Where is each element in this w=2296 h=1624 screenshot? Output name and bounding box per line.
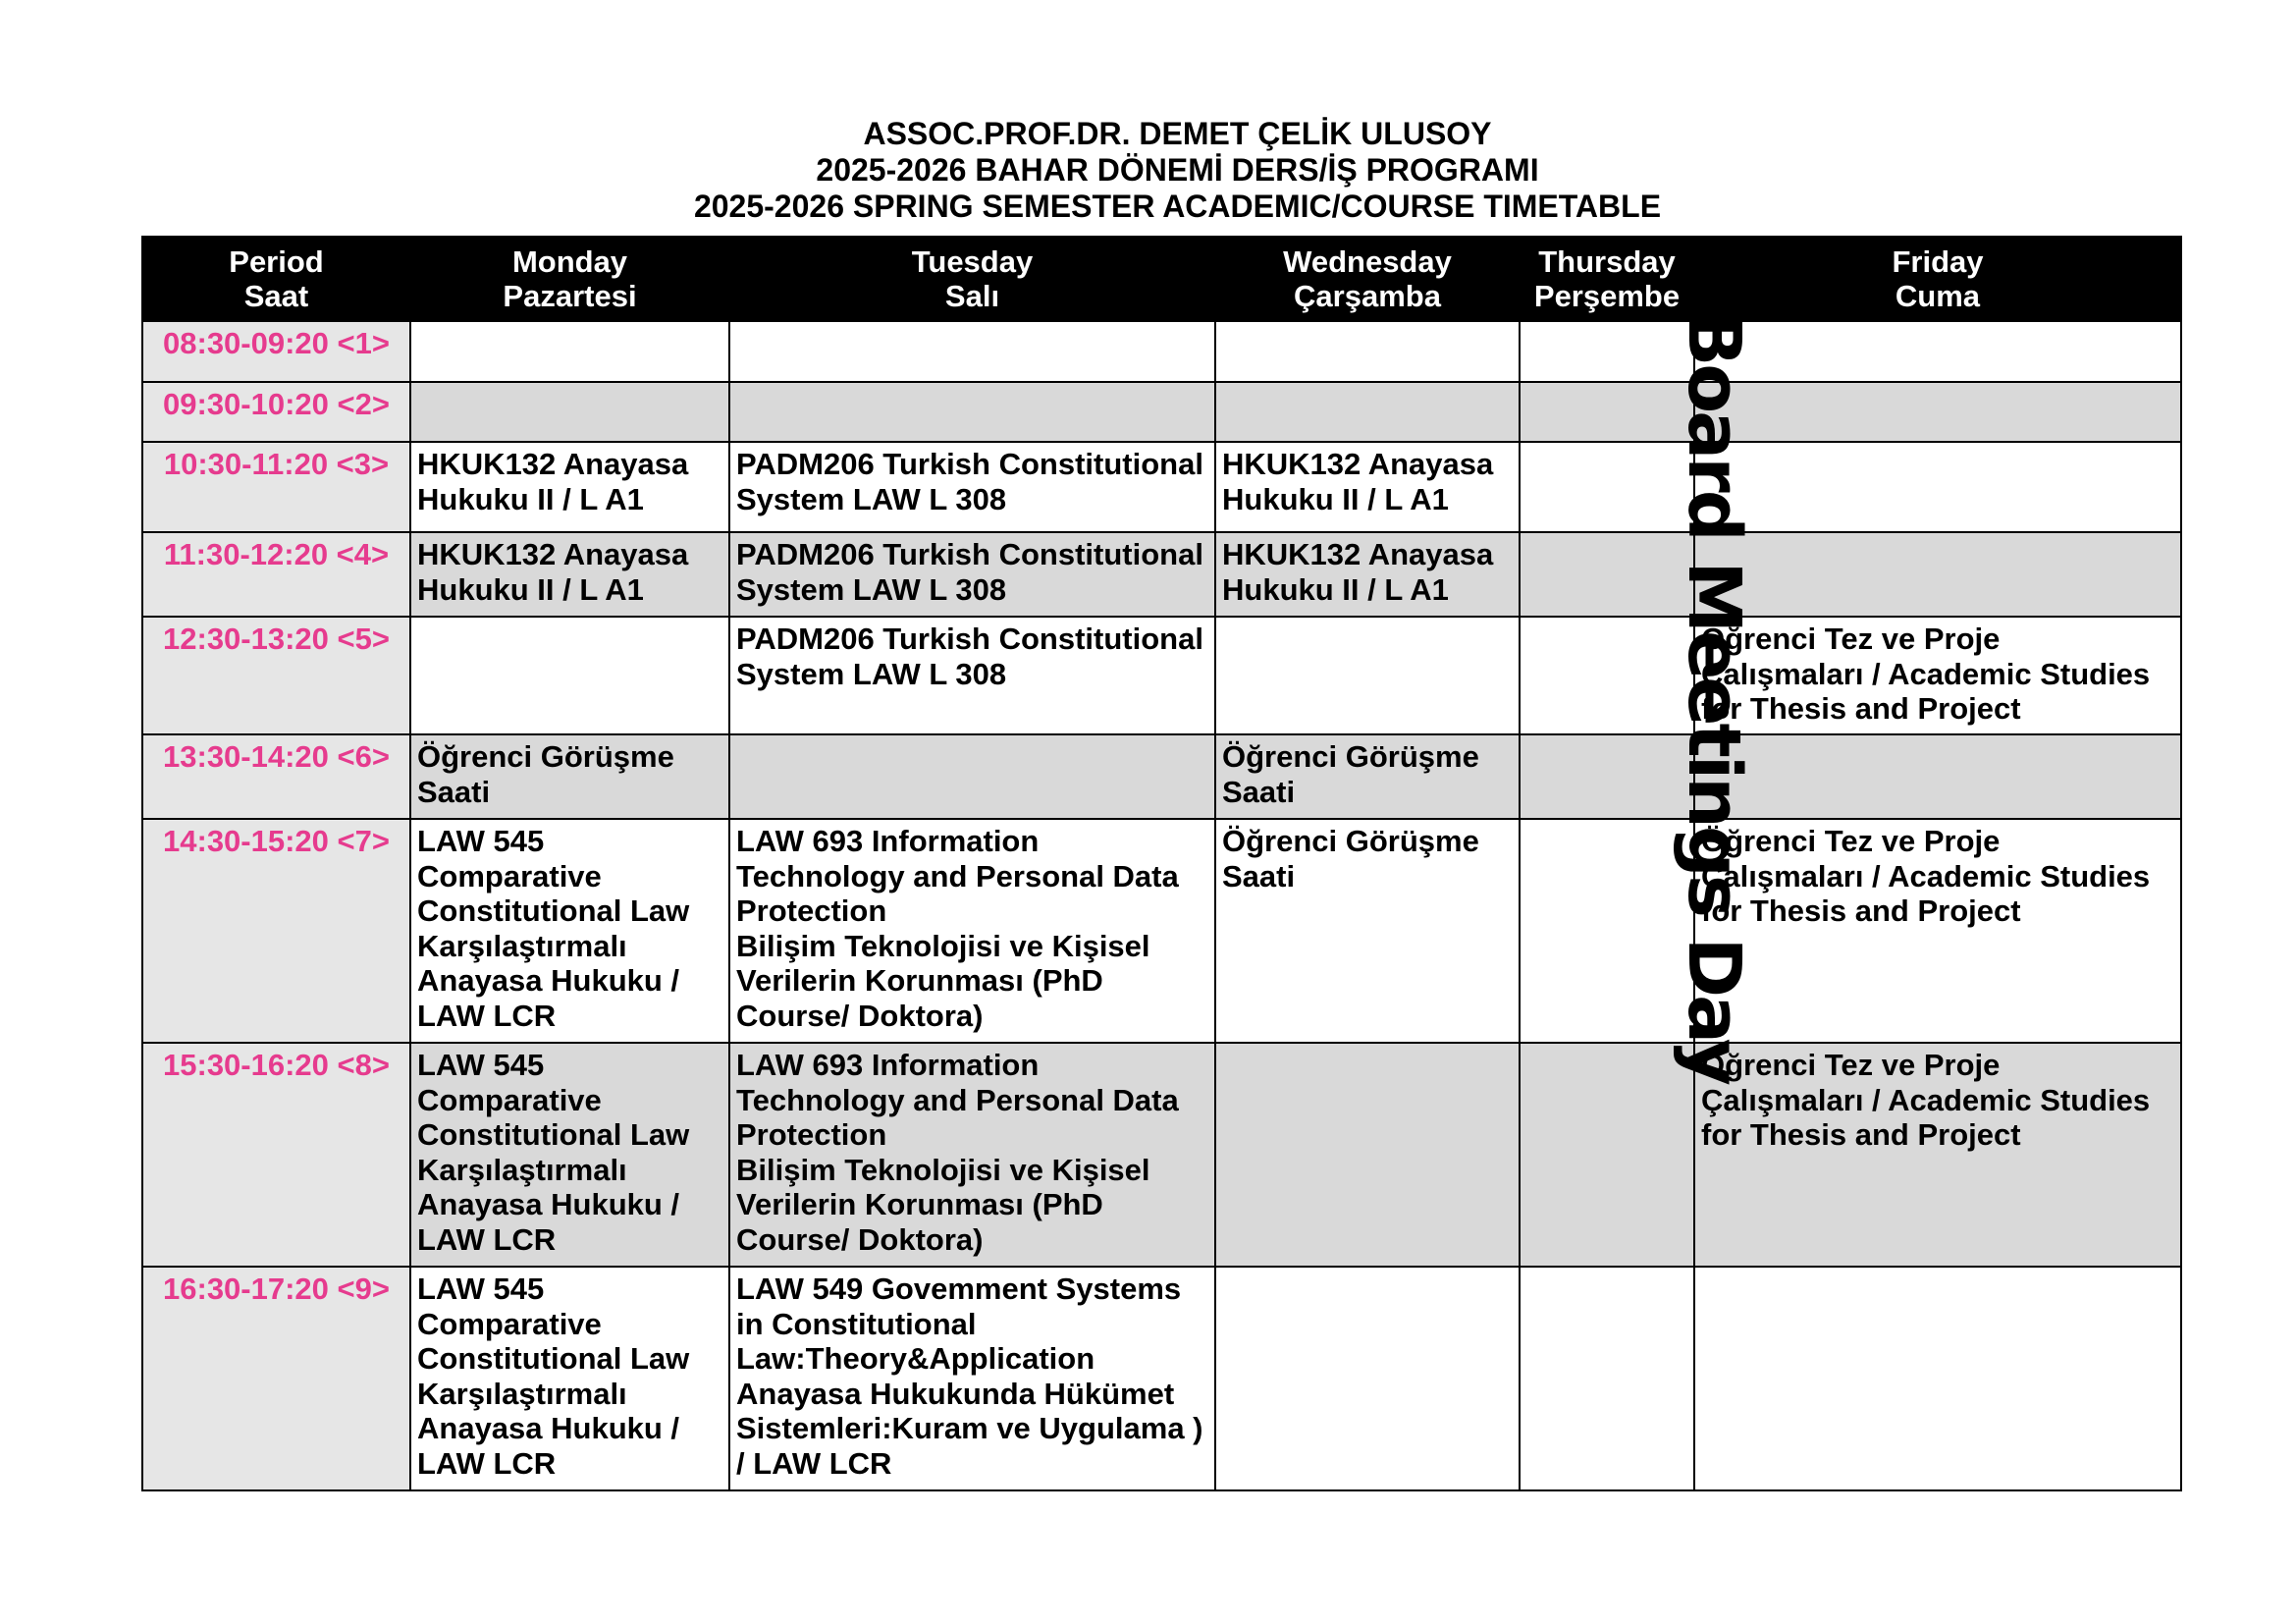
course-cell-mon [410, 321, 729, 382]
course-text-line: Constitutional Law [417, 1341, 690, 1376]
course-text-line: LAW 545 [417, 1048, 545, 1082]
period-cell: 16:30-17:20 <9> [142, 1267, 410, 1490]
course-text-line: Anayasa Hukuku / [417, 963, 680, 998]
period-cell: 13:30-14:20 <6> [142, 734, 410, 819]
course-cell-thu [1520, 532, 1694, 617]
course-text-line: LAW LCR [417, 998, 557, 1033]
period-cell: 14:30-15:20 <7> [142, 819, 410, 1043]
course-text-line: Technology and Personal Data [736, 1082, 1179, 1117]
table-row [142, 819, 2181, 1043]
course-text-line: HKUK132 Anayasa [417, 447, 689, 481]
period-cell: 15:30-16:20 <8> [142, 1043, 410, 1267]
course-cell-fri [1694, 1043, 2181, 1267]
course-cell-tue [729, 1267, 1215, 1490]
course-cell-thu [1520, 617, 1694, 734]
course-text-line: Verilerin Korunması (PhD [736, 1187, 1103, 1221]
course-text-line: PADM206 Turkish Constitutional [736, 622, 1203, 656]
course-cell-fri [1694, 819, 2181, 1043]
course-text-line: LAW 545 [417, 824, 545, 858]
course-text-line: for Thesis and Project [1701, 1117, 2021, 1152]
header-period: Period Saat [142, 237, 410, 321]
course-cell-wed [1215, 1043, 1520, 1267]
header-thursday: Thursday Perşembe [1520, 237, 1694, 321]
table-row [142, 1043, 2181, 1267]
board-meetings-text: Board Meetings Day [1672, 311, 1756, 1083]
period-cell: 09:30-10:20 <2> [142, 382, 410, 442]
page-title-block [0, 116, 2296, 225]
course-cell-tue [729, 1043, 1215, 1267]
course-cell-thu [1520, 382, 1694, 442]
course-cell-mon [410, 532, 729, 617]
course-text-line: LAW LCR [417, 1445, 557, 1481]
course-text-line: Course/ Doktora) [736, 998, 984, 1033]
course-text-line: Protection [736, 893, 887, 928]
course-text-line: Karşılaştırmalı [417, 1376, 627, 1411]
course-text-line: System LAW L 308 [736, 571, 1007, 607]
title-english: 2025-2026 SPRING SEMESTER ACADEMIC/COURSE TIMETABLE [693, 189, 1662, 224]
course-text-line: Comparative [417, 858, 602, 893]
course-cell-mon [410, 1267, 729, 1490]
course-text-line: Hukuku II / L A1 [1222, 571, 1449, 607]
course-text-line: Verilerin Korunması (PhD [736, 963, 1103, 998]
course-cell-fri [1694, 382, 2181, 442]
course-text-line: LAW LCR [417, 1221, 557, 1257]
course-cell-wed [1215, 617, 1520, 734]
course-text-line: Hukuku II / L A1 [417, 571, 644, 607]
course-text-line: LAW 549 Govemment Systems [736, 1272, 1182, 1306]
period-cell: 10:30-11:20 <3> [142, 442, 410, 532]
course-cell-mon [410, 1043, 729, 1267]
course-text-line: Constitutional Law [417, 1117, 690, 1152]
course-text-line: PADM206 Turkish Constitutional [736, 447, 1203, 481]
table-row [142, 617, 2181, 734]
course-text-line: Law:Theory&Application [736, 1341, 1095, 1376]
course-cell-fri [1694, 442, 2181, 532]
course-cell-thu [1520, 1267, 1694, 1490]
table-row [142, 532, 2181, 617]
course-cell-thu [1520, 321, 1694, 382]
course-text-line: Öğrenci Tez ve Proje [1701, 622, 2001, 656]
period-cell: 08:30-09:20 <1> [142, 321, 410, 382]
course-text-line: Çalışmaları / Academic Studies [1701, 656, 2151, 691]
course-cell-mon [410, 734, 729, 819]
course-text-line: Anayasa Hukukunda Hükümet [736, 1376, 1175, 1411]
timetable [141, 236, 2182, 1491]
header-tuesday: Tuesday Salı [729, 237, 1215, 321]
course-cell-thu [1520, 1043, 1694, 1267]
course-cell-wed [1215, 819, 1520, 1043]
course-cell-fri [1694, 734, 2181, 819]
course-text-line: Course/ Doktora) [736, 1221, 984, 1257]
course-cell-tue [729, 734, 1215, 819]
course-cell-fri [1694, 321, 2181, 382]
course-text-line: LAW 545 [417, 1272, 545, 1306]
header-wednesday: Wednesday Çarşamba [1215, 237, 1520, 321]
table-row [142, 321, 2181, 382]
course-text-line: System LAW L 308 [736, 656, 1007, 691]
course-text-line: Karşılaştırmalı [417, 928, 627, 963]
header-row [142, 237, 2181, 321]
course-text-line: Sistemleri:Kuram ve Uygulama ) [736, 1411, 1203, 1445]
course-text-line: Anayasa Hukuku / [417, 1187, 680, 1221]
course-text-line: Comparative [417, 1082, 602, 1117]
course-text-line: LAW 693 Information [736, 1048, 1040, 1082]
course-text-line: Bilişim Teknolojisi ve Kişisel [736, 1152, 1150, 1187]
table-row [142, 382, 2181, 442]
course-cell-wed [1215, 442, 1520, 532]
course-text-line: Öğrenci Görüşme [1222, 824, 1479, 858]
course-cell-mon [410, 819, 729, 1043]
course-text-line: Comparative [417, 1306, 602, 1341]
course-text-line: Çalışmaları / Academic Studies [1701, 858, 2151, 893]
course-text-line: Öğrenci Tez ve Proje [1701, 1048, 2001, 1082]
course-cell-wed [1215, 1267, 1520, 1490]
course-text-line: Bilişim Teknolojisi ve Kişisel [736, 928, 1150, 963]
course-cell-tue [729, 532, 1215, 617]
course-text-line: Hukuku II / L A1 [1222, 481, 1449, 516]
course-text-line: Technology and Personal Data [736, 858, 1179, 893]
table-row [142, 734, 2181, 819]
course-text-line: HKUK132 Anayasa [417, 537, 689, 571]
course-cell-tue [729, 321, 1215, 382]
course-text-line: HKUK132 Anayasa [1222, 537, 1494, 571]
course-cell-mon [410, 382, 729, 442]
course-cell-thu [1520, 734, 1694, 819]
course-text-line: Öğrenci Görüşme [1222, 739, 1479, 774]
course-cell-tue [729, 617, 1215, 734]
course-text-line: HKUK132 Anayasa [1222, 447, 1494, 481]
header-friday: Friday Cuma [1694, 237, 2181, 321]
course-cell-wed [1215, 321, 1520, 382]
header-monday: Monday Pazartesi [410, 237, 729, 321]
course-text-line: for Thesis and Project [1701, 691, 2021, 726]
course-cell-wed [1215, 532, 1520, 617]
table-row [142, 1267, 2181, 1490]
course-text-line: Çalışmaları / Academic Studies [1701, 1082, 2151, 1117]
course-cell-fri [1694, 1267, 2181, 1490]
course-cell-wed [1215, 382, 1520, 442]
course-cell-mon [410, 617, 729, 734]
course-text-line: for Thesis and Project [1701, 893, 2021, 928]
course-cell-mon [410, 442, 729, 532]
course-cell-fri [1694, 617, 2181, 734]
title-name: ASSOC.PROF.DR. DEMET ÇELİK ULUSOY [863, 116, 1492, 151]
course-text-line: Öğrenci Tez ve Proje [1701, 824, 2001, 858]
course-text-line: Saati [1222, 858, 1296, 893]
course-cell-wed [1215, 734, 1520, 819]
course-text-line: Saati [1222, 774, 1296, 809]
course-text-line: Karşılaştırmalı [417, 1152, 627, 1187]
course-text-line: Anayasa Hukuku / [417, 1411, 680, 1445]
course-text-line: / LAW LCR [736, 1445, 892, 1481]
course-text-line: PADM206 Turkish Constitutional [736, 537, 1203, 571]
table-row [142, 442, 2181, 532]
course-cell-thu [1520, 819, 1694, 1043]
course-text-line: LAW 693 Information [736, 824, 1040, 858]
title-turkish: 2025-2026 BAHAR DÖNEMİ DERS/İŞ PROGRAMI [816, 152, 1539, 188]
course-cell-tue [729, 442, 1215, 532]
course-text-line: Hukuku II / L A1 [417, 481, 644, 516]
course-text-line: in Constitutional [736, 1306, 977, 1341]
period-cell: 12:30-13:20 <5> [142, 617, 410, 734]
course-text-line: System LAW L 308 [736, 481, 1007, 516]
course-text-line: Protection [736, 1117, 887, 1152]
course-cell-tue [729, 819, 1215, 1043]
course-cell-tue [729, 382, 1215, 442]
period-cell: 11:30-12:20 <4> [142, 532, 410, 617]
course-text-line: Saati [417, 774, 491, 809]
course-cell-fri [1694, 532, 2181, 617]
course-text-line: Constitutional Law [417, 893, 690, 928]
course-cell-thu [1520, 442, 1694, 532]
course-text-line: Öğrenci Görüşme [417, 739, 674, 774]
